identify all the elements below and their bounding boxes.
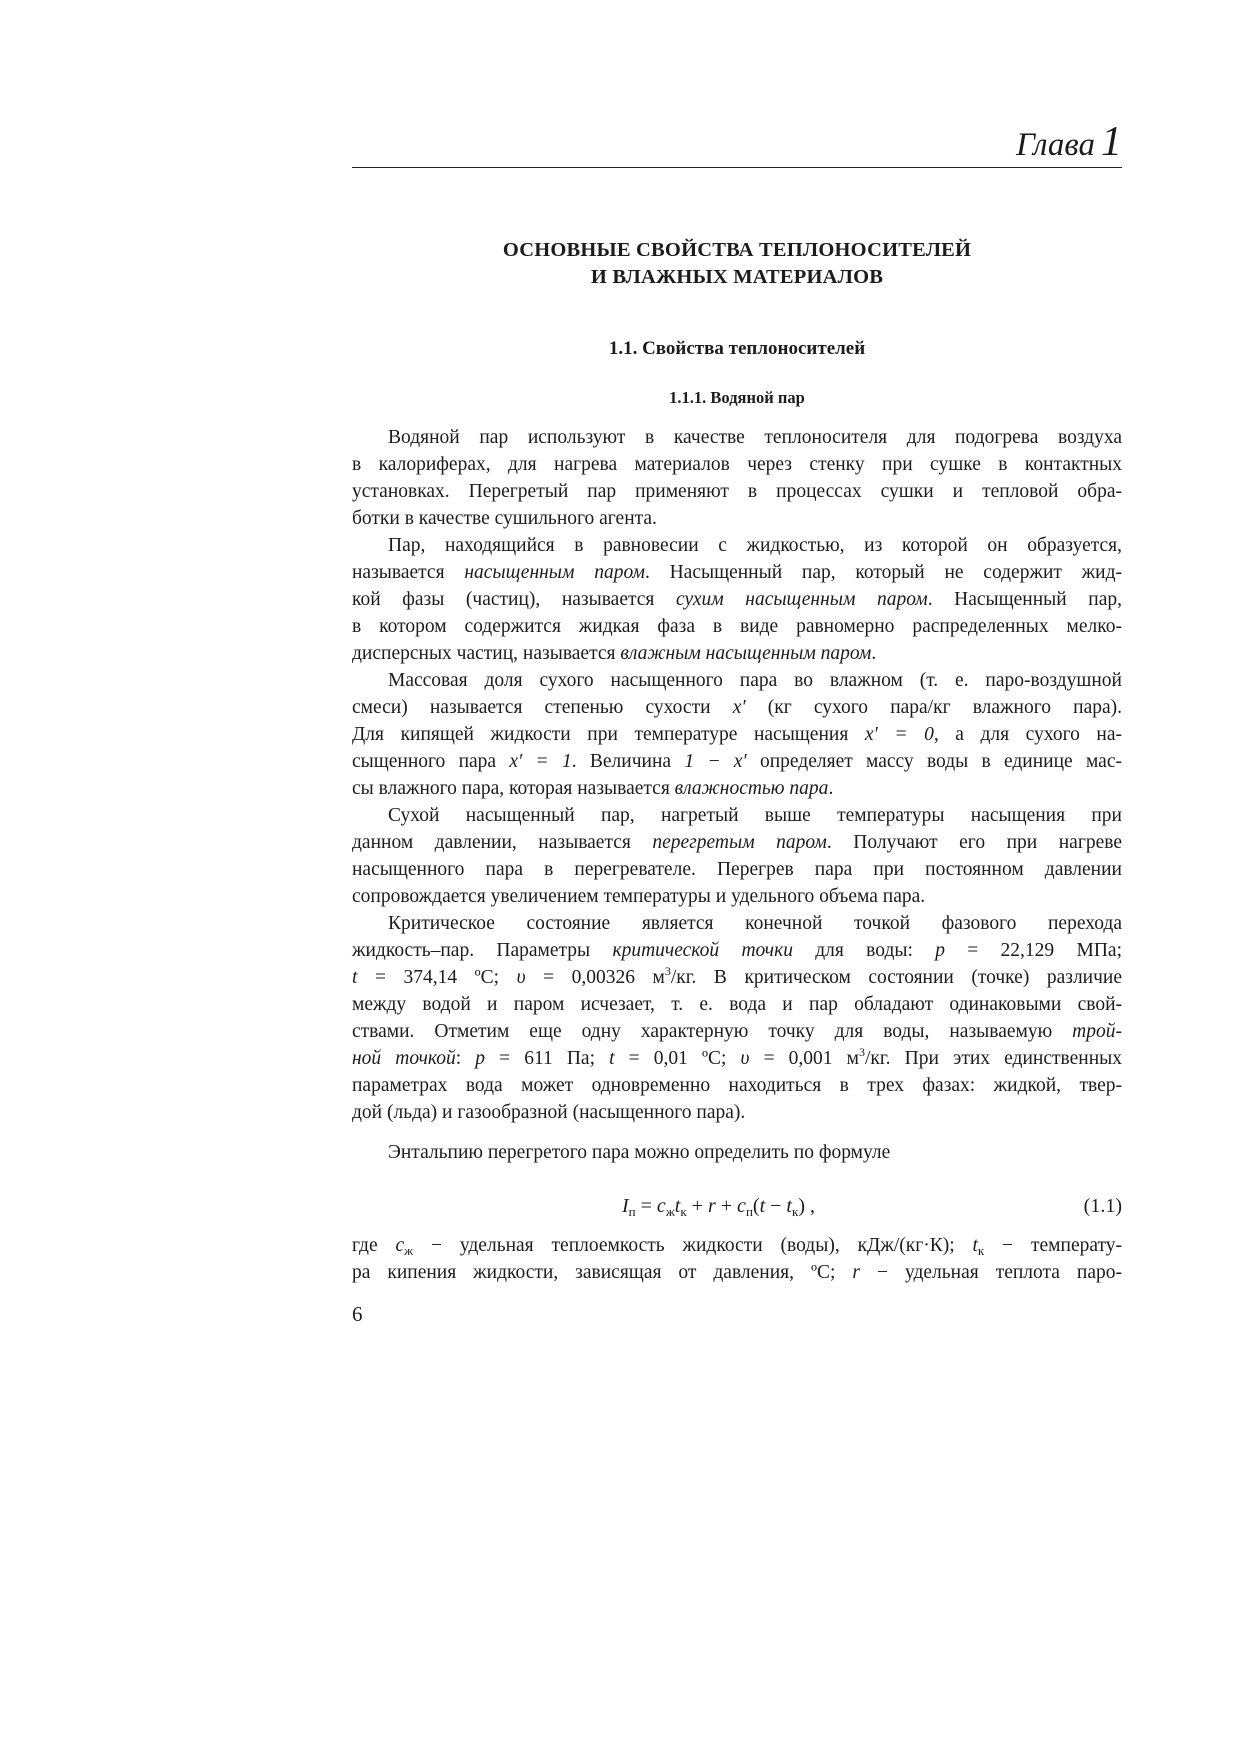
subsection-heading: 1.1.1. Водяной пар <box>669 388 805 407</box>
math-x-prime-one: x′ = 1 <box>509 751 572 772</box>
p2-line-5: дисперсных частиц, называется влажным насыщенным паром. <box>352 643 877 664</box>
p4-line-3: насыщенного пара в перегревателе. Перегрев пара при постоянном давлении <box>352 859 1122 880</box>
math-x-prime: x′ <box>732 697 746 718</box>
p2-line-4: в котором содержится жидкая фаза в виде равномерно распределенных мелко- <box>352 616 1122 637</box>
p1-line-4: ботки в качестве сушильного агента. <box>352 508 657 529</box>
p5-line-1: Критическое состояние является конечной точкой фазового перехода <box>388 913 1122 934</box>
p3-line-4: сыщенного пара x′ = 1. Величина 1 − x′ определяет массу воды в единице мас- <box>352 751 1122 772</box>
term-superheated-steam: перегретым паром <box>652 832 827 853</box>
p5-line-6: ной точкой: p = 611 Па; t = 0,01 ºC; υ = 0,001 $м^3/кг$. При этих единственных <box>352 1045 1123 1069</box>
p5-line-2: жидкость–пар. Параметры критической точки для воды: p = 22,129 МПа; <box>352 940 1122 961</box>
p7-line-2: ра кипения жидкости, зависящая от давления, ºC; r − удельная теплота паро- <box>352 1262 1122 1283</box>
chapter-number: 1 <box>1101 119 1122 165</box>
term-critical-point: критической точки <box>612 940 793 961</box>
page-number: 6 <box>352 1302 363 1326</box>
term-saturated-steam: насыщенным паром <box>464 562 645 583</box>
p1-line-2: в калориферах, для нагрева материалов через стенку при сушке в контактных <box>352 454 1122 475</box>
chapter-title-line-2: И ВЛАЖНЫХ МАТЕРИАЛОВ <box>590 266 884 288</box>
p5-line-5: ствами. Отметим еще одну характерную точку для воды, называемую трой- <box>352 1021 1122 1042</box>
chapter-title <box>352 237 1122 291</box>
p4-line-2: данном давлении, называется перегретым паром. Получают его при нагреве <box>352 832 1122 853</box>
formula-1-1 <box>352 1191 1122 1221</box>
p5-line-3: t = 374,14 ºC; υ = 0,00326 $м^3/кг$. В критическом состоянии (точке) различие <box>352 964 1123 988</box>
term-wet-saturated-steam: влажным насыщенным паром <box>620 643 872 664</box>
chapter-word: Глава <box>1016 127 1095 163</box>
p2-line-3: кой фазы (частиц), называется сухим насыщенным паром. Насыщенный пар, <box>352 589 1122 610</box>
p2-line-2: называется насыщенным паром. Насыщенный пар, который не содержит жид- <box>352 562 1122 583</box>
p1-line-3: установках. Перегретый пар применяют в процессах сушки и тепловой обра- <box>352 481 1122 502</box>
p3-line-3: Для кипящей жидкости при температуре насыщения x′ = 0, а для сухого на- <box>352 724 1122 745</box>
chapter-title-line-1: ОСНОВНЫЕ СВОЙСТВА ТЕПЛОНОСИТЕЛЕЙ <box>502 239 972 261</box>
p2-line-1: Пар, находящийся в равновесии с жидкостью, из которой он образуется, <box>388 535 1122 556</box>
p4-line-4: сопровождается увеличением температуры и удельного объема пара. <box>352 886 926 907</box>
p1-line-1: Водяной пар используют в качестве теплоносителя для подогрева воздуха <box>388 427 1122 448</box>
math-x-prime-zero: x′ = 0 <box>864 724 934 745</box>
p4-line-1: Сухой насыщенный пар, нагретый выше температуры насыщения при <box>388 805 1122 826</box>
p3-line-1: Массовая доля сухого насыщенного пара во влажном (т. е. паро-воздушной <box>388 670 1122 691</box>
p3-line-5: сы влажного пара, которая называется влажностью пара. <box>352 778 834 799</box>
p5-line-4: между водой и паром исчезает, т. е. вода и пар обладают одинаковыми свой- <box>352 994 1122 1015</box>
chapter-rule <box>352 167 1122 168</box>
p7-line-1: где $c_ж$ − удельная теплоемкость жидкости (воды), кДж/(кг·К); $t_к$ − температу- <box>352 1235 1123 1258</box>
formula-expression: $I_п = c_жt_к + r + c_п(t - t_к)$ , <box>622 1195 815 1219</box>
formula-number: (1.1) <box>1083 1195 1122 1217</box>
math-one-minus-x: 1 − x′ <box>684 751 747 772</box>
term-triple-point-part2: ной точкой <box>352 1048 456 1069</box>
term-steam-wetness: влажностью пара <box>674 778 829 799</box>
p6-line-1: Энтальпию перегретого пара можно определить по формуле <box>388 1142 891 1163</box>
p3-line-2: смеси) называется степенью сухости x′ (кг сухого пара/кг влажного пара). <box>352 697 1122 718</box>
p5-line-8: дой (льда) и газообразной (насыщенного пара). <box>352 1102 746 1123</box>
chapter-heading <box>352 118 1122 166</box>
term-triple-point-part1: трой- <box>1072 1021 1122 1042</box>
term-dry-saturated-steam: сухим насыщенным паром <box>675 589 928 610</box>
section-heading: 1.1. Свойства теплоносителей <box>608 338 866 359</box>
p5-line-7: параметрах вода может одновременно находиться в трех фазах: жидкой, твер- <box>352 1075 1122 1096</box>
